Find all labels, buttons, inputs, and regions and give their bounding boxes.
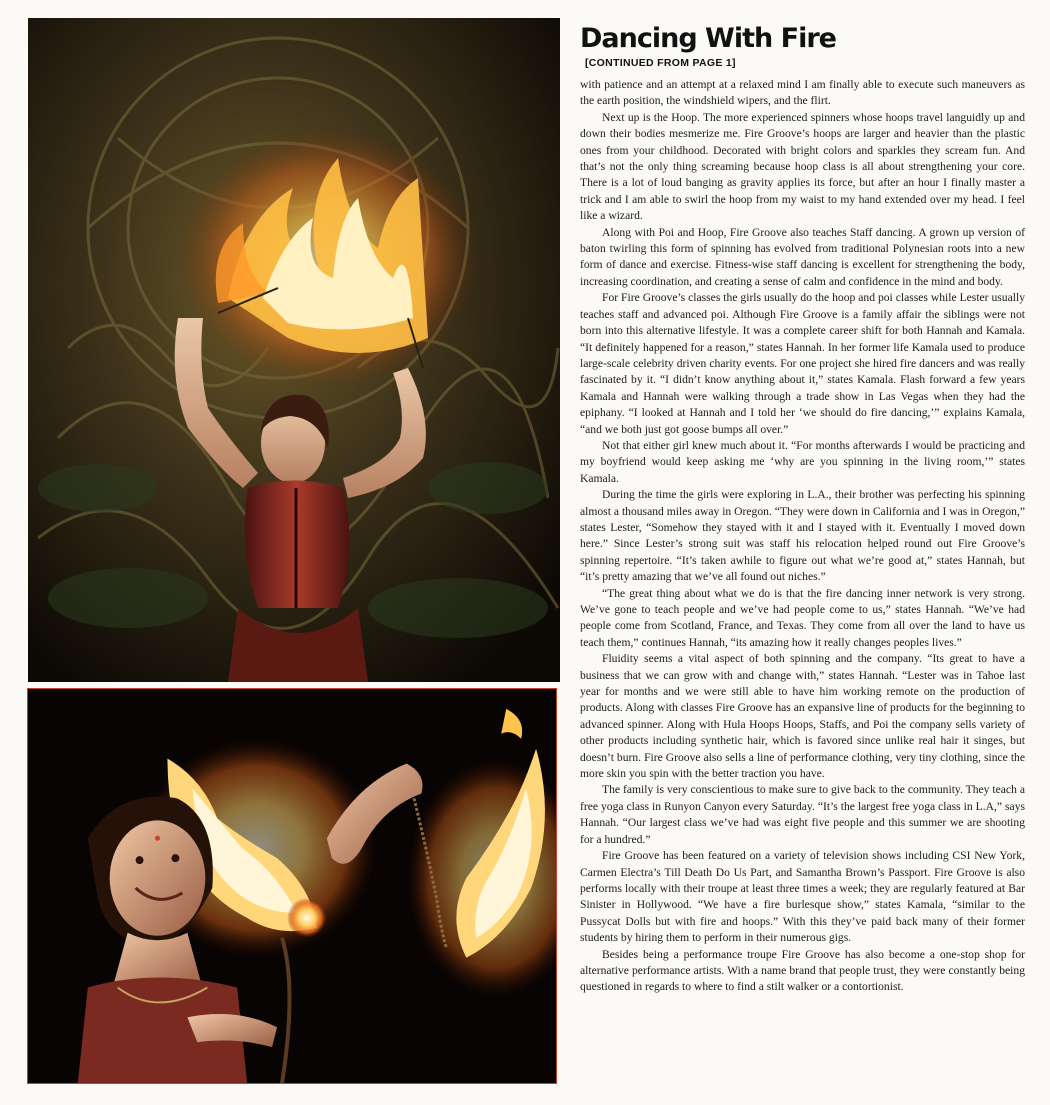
- fire-dancer-illustration-top: [28, 18, 560, 682]
- article-paragraph: For Fire Groove’s classes the girls usually do the hoop and poi classes while Lester usually teaches staff and advanced poi. Although Fire Groove is a family affair the siblings were not born into this alternative lifestyle. It was a complete career shift for both Hannah and Kamala. “It definitely happened for a reason,” states Hannah. In her former life Kamala used to produce large-scale celebrity driven charity events. For one project she hired fire dancers and was really fascinated by it. “I didn’t know anything about it,” states Kamala. Flash forward a few years Kamala and Hannah were walking through a trade show in Las Vegas when they had the epiphany. “I looked at Hannah and I told her ‘we should do fire dancing,’” explains Kamala, “and we both just got goose bumps all over.”: [580, 291, 1025, 436]
- article-headline: Dancing With Fire: [580, 23, 836, 54]
- fire-dancer-photo-top: [28, 18, 560, 682]
- article-paragraph: with patience and an attempt at a relaxed mind I am finally able to execute such maneuvers as the earth position, the windshield wipers, and the flirt.: [580, 78, 1025, 108]
- article-paragraph: Along with Poi and Hoop, Fire Groove also teaches Staff dancing. A grown up version of baton twirling this form of spinning has evolved from traditional Polynesian roots into a new form of dance and exercise. Fitness-wise staff dancing is excellent for strengthening the body, increasing coordination, and creating a sense of calm and confidence in the mind and body.: [580, 225, 1025, 288]
- article-paragraph: Besides being a performance troupe Fire Groove has also become a one-stop shop for alternative performance artists. With a name brand that people trust, they were constantly being questioned in regards to where to find a stilt walker or a contortionist.: [580, 947, 1025, 994]
- article-paragraph: The family is very conscientious to make sure to give back to the community. They teach a free yoga class in Runyon Canyon every Saturday. “It’s the largest free yoga class in L.A,” says Hannah. “Our largest class we’ve had was eight five people and this summer we are shooting for a hundred.”: [580, 783, 1025, 846]
- continued-from-label: [CONTINUED FROM PAGE 1]: [585, 57, 736, 69]
- article-paragraph: Fire Groove has been featured on a variety of television shows including CSI New York, Carmen Electra’s Till Death Do Us Part, and Samantha Brown’s Passport. Fire Groove is also performs locally with their troupe at least three times a week; they are regularly featured at Bar Sinister in Hollywood. “We have a fire burlesque show,” states Kamala, “similar to the Pussycat Dolls but with fire and hoops.” With this they’ve paid back many of their former students by hiring them to perform in their numerous gigs.: [580, 849, 1025, 945]
- article-body: [580, 77, 1025, 996]
- fire-dancer-illustration-bottom: [28, 689, 556, 1083]
- fire-dancer-photo-bottom: [27, 688, 557, 1084]
- article-column: [580, 24, 1025, 996]
- article-paragraph: Next up is the Hoop. The more experienced spinners whose hoops travel languidly up and down their bodies mesmerize me. Fire Groove’s hoops are larger and heavier than the plastic ones from your childhood. Decorated with bright colors and sparkles they scream fun. And that’s not the only thing screaming because hoop class is all about strengthening your core. There is a lot of loud banging as gravity applies its force, but after an hour I finally master a trick and I am able to swirl the hoop from my waist to my hand extended over my head. I feel like a wizard.: [580, 110, 1025, 223]
- article-paragraph: Fluidity seems a vital aspect of both spinning and the company. “Its great to have a business that we can grow with and change with,” states Hannah. “Lester was in Tahoe last year for months and we were still able to have him working remote on the production of products. Along with classes Fire Groove has an expansive line of products for the beginning to advanced spinner. Along with Hula Hoops Hoops, Staffs, and Poi the company sells variety of other products including synthetic hair, which is favored since unlike real hair it singes, but doesn’t burn. Fire Groove also sells a line of performance clothing, very tiny clothing, since the more skin you spin with the better traction you have.: [580, 652, 1025, 781]
- article-paragraph: During the time the girls were exploring in L.A., their brother was perfecting his spinning almost a thousand miles away in Oregon. “They were down in California and I was in Oregon,” states Lester, “Somehow they stayed with it and I stayed with it. Eventually I moved down here.” Since Lester’s strong suit was staff his relocation helped round out Fire Groove’s spinning repertoire. “It’s taken awhile to figure out what we’re good at,” states Hannah, but “it’s pretty amazing that we’ve all found out niches.”: [580, 488, 1025, 584]
- article-paragraph: “The great thing about what we do is that the fire dancing inner network is very strong. We’ve gone to teach people and we’ve had people come to us,” states Hannah. “We’ve had people come from Scotland, France, and Texas. They come from all over the land to have us teach them,” continues Hannah, “its amazing how it really changes peoples lives.”: [580, 586, 1025, 649]
- article-paragraph: Not that either girl knew much about it. “For months afterwards I would be practicing and my boyfriend would keep asking me ‘why are you spinning in the living room,’” states Kamala.: [580, 438, 1025, 485]
